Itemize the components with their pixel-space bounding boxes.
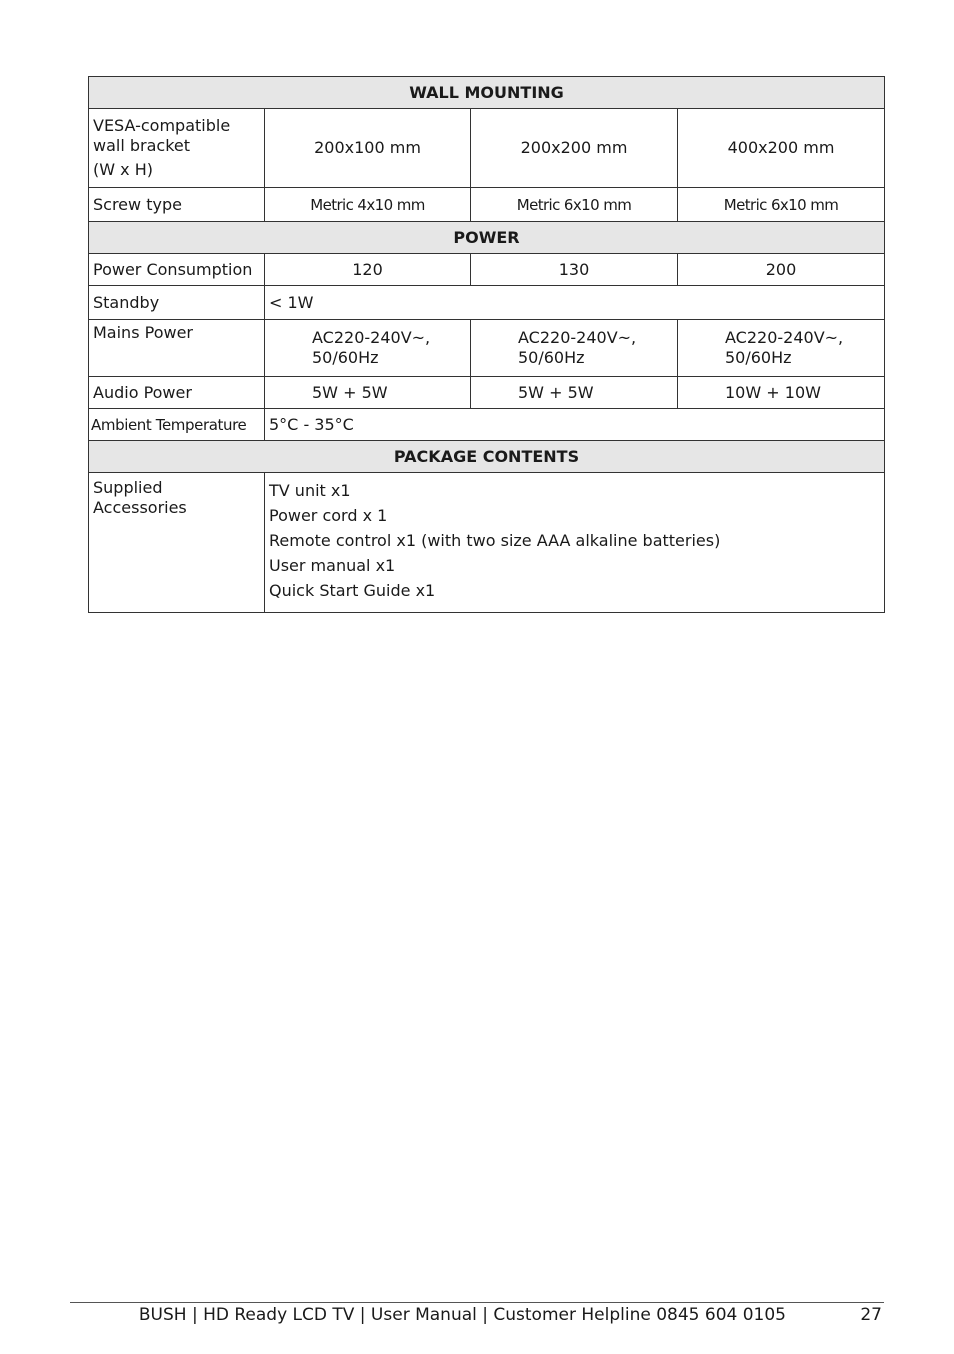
table-cell: 130 <box>471 254 678 286</box>
page-number: 27 <box>860 1305 882 1325</box>
list-item: User manual x1 <box>269 556 396 575</box>
mains-line: 50/60Hz <box>518 348 585 367</box>
table-cell: 200x200 mm <box>471 109 678 188</box>
footer-text: BUSH | HD Ready LCD TV | User Manual | Customer Helpline 0845 604 0105 <box>138 1305 786 1325</box>
table-cell: < 1W <box>265 286 885 320</box>
section-header-package-contents <box>89 441 885 473</box>
list-item: Quick Start Guide x1 <box>269 581 436 600</box>
table-cell: 200 <box>678 254 885 286</box>
table-cell <box>265 320 471 377</box>
accessories-list <box>265 473 885 613</box>
vesa-label-line: wall bracket <box>93 136 191 155</box>
row-label-supplied-accessories: Supplied Accessories <box>89 473 265 613</box>
row-label-screw-type: Screw type <box>89 188 265 222</box>
table-cell <box>678 320 885 377</box>
mains-line: 50/60Hz <box>312 348 379 367</box>
table-cell: 5W + 5W <box>265 377 471 409</box>
specifications-table <box>88 76 885 613</box>
footer-divider <box>70 1302 884 1303</box>
section-title: PACKAGE CONTENTS <box>89 441 885 473</box>
table-cell: 120 <box>265 254 471 286</box>
row-label-audio-power: Audio Power <box>89 377 265 409</box>
vesa-label-line: (W x H) <box>93 160 153 179</box>
row-label-ambient-temperature: Ambient Temperature <box>89 409 265 441</box>
row-label-vesa <box>89 109 265 188</box>
mains-line: AC220-240V~, <box>725 328 844 347</box>
table-row-screw-type <box>89 188 885 222</box>
list-item: Remote control x1 (with two size AAA alkaline batteries) <box>269 531 721 550</box>
table-row-standby <box>89 286 885 320</box>
section-title: WALL MOUNTING <box>89 77 885 109</box>
table-cell: 5°C - 35°C <box>265 409 885 441</box>
row-label-mains-power: Mains Power <box>89 320 265 377</box>
row-label-standby: Standby <box>89 286 265 320</box>
table-row-mains-power <box>89 320 885 377</box>
mains-line: AC220-240V~, <box>312 328 431 347</box>
table-row-audio-power <box>89 377 885 409</box>
table-cell: 5W + 5W <box>471 377 678 409</box>
table-cell: 400x200 mm <box>678 109 885 188</box>
mains-line: 50/60Hz <box>725 348 792 367</box>
vesa-label-line: VESA-compatible <box>93 116 231 135</box>
table-row-supplied-accessories <box>89 473 885 613</box>
section-title: POWER <box>89 222 885 254</box>
table-row-ambient-temperature <box>89 409 885 441</box>
table-row-power-consumption <box>89 254 885 286</box>
mains-line: AC220-240V~, <box>518 328 637 347</box>
table-cell: Metric 6x10 mm <box>678 188 885 222</box>
table-cell: Metric 4x10 mm <box>265 188 471 222</box>
table-cell: 200x100 mm <box>265 109 471 188</box>
table-row-vesa <box>89 109 885 188</box>
table-cell <box>471 320 678 377</box>
table-cell: Metric 6x10 mm <box>471 188 678 222</box>
section-header-power <box>89 222 885 254</box>
list-item: Power cord x 1 <box>269 506 388 525</box>
list-item: TV unit x1 <box>269 481 351 500</box>
table-cell: 10W + 10W <box>678 377 885 409</box>
section-header-wall-mounting <box>89 77 885 109</box>
row-label-power-consumption: Power Consumption <box>89 254 265 286</box>
